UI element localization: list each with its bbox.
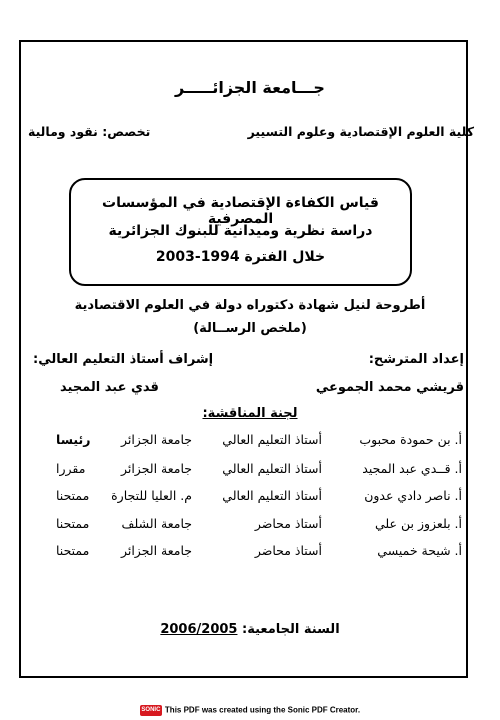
faculty-name: كلية العلوم الإقتصادية وعلوم التسيير: [247, 124, 474, 139]
member-rank: أستاذ التعليم العالي: [222, 432, 322, 447]
university-name: جـــامعة الجزائـــــر: [175, 78, 325, 97]
member-role: رئيسا: [56, 432, 91, 447]
sonic-logo-icon: SONIC: [140, 705, 162, 716]
member-name: أ. شيحة خميسي: [377, 543, 462, 558]
member-institution: جامعة الجزائر: [120, 461, 192, 476]
academic-year-label: السنة الجامعية:: [242, 622, 340, 637]
member-institution: جامعة الجزائر: [120, 543, 192, 558]
committee-row: [0, 488, 500, 508]
committee-row: [0, 543, 500, 563]
committee-row: [0, 432, 500, 452]
committee-heading: لجنة المناقشة:: [202, 406, 298, 421]
member-institution: م. العليا للتجارة: [111, 488, 192, 503]
thesis-degree: أطروحة لنيل شهادة دكتوراه دولة في العلوم الاقتصادية: [74, 298, 426, 313]
member-role: ممتحنا: [56, 516, 90, 531]
prepared-by-label: إعداد المترشح:: [368, 352, 464, 367]
supervisor-name: قدي عبد المجيد: [60, 380, 159, 395]
thesis-title-line-1: قياس الكفاءة الإقتصادية في المؤسسات المصرفية: [102, 195, 379, 227]
member-rank: أستاذ التعليم العالي: [222, 488, 322, 503]
member-rank: أستاذ التعليم العالي: [222, 461, 322, 476]
committee-row: [0, 461, 500, 481]
pdf-footer: [0, 705, 500, 716]
academic-year-value: 2006/2005: [160, 622, 238, 637]
member-name: أ. بن حمودة محبوب: [359, 432, 462, 447]
member-role: ممتحنا: [56, 488, 90, 503]
supervisor-label: إشراف أستاذ التعليم العالي:: [33, 352, 214, 367]
member-role: ممتحنا: [56, 543, 90, 558]
candidate-name: قريشي محمد الجموعي: [315, 380, 464, 395]
member-rank: أستاذ محاضر: [254, 543, 322, 558]
member-name: أ. قــدي عبد المجيد: [362, 461, 462, 476]
member-name: أ. بلعزوز بن علي: [375, 516, 462, 531]
member-institution: جامعة الشلف: [121, 516, 192, 531]
member-institution: جامعة الجزائر: [120, 432, 192, 447]
committee-row: [0, 516, 500, 536]
specialty: تخصص: نقود ومالية: [28, 124, 151, 139]
member-role: مقررا: [56, 461, 86, 476]
thesis-title-line-2: دراسة نظرية وميدانية للبنوك الجزائرية: [108, 223, 373, 239]
summary-label: (ملخص الرســالة): [193, 321, 307, 336]
academic-year: [0, 622, 500, 637]
thesis-title-line-3: خلال الفترة 1994-2003: [155, 249, 326, 265]
thesis-title-box: [69, 178, 412, 286]
member-rank: أستاذ محاضر: [254, 516, 322, 531]
member-name: أ. ناصر دادي عدون: [364, 488, 462, 503]
footer-text: This PDF was created using the Sonic PDF Creator.: [164, 705, 361, 715]
